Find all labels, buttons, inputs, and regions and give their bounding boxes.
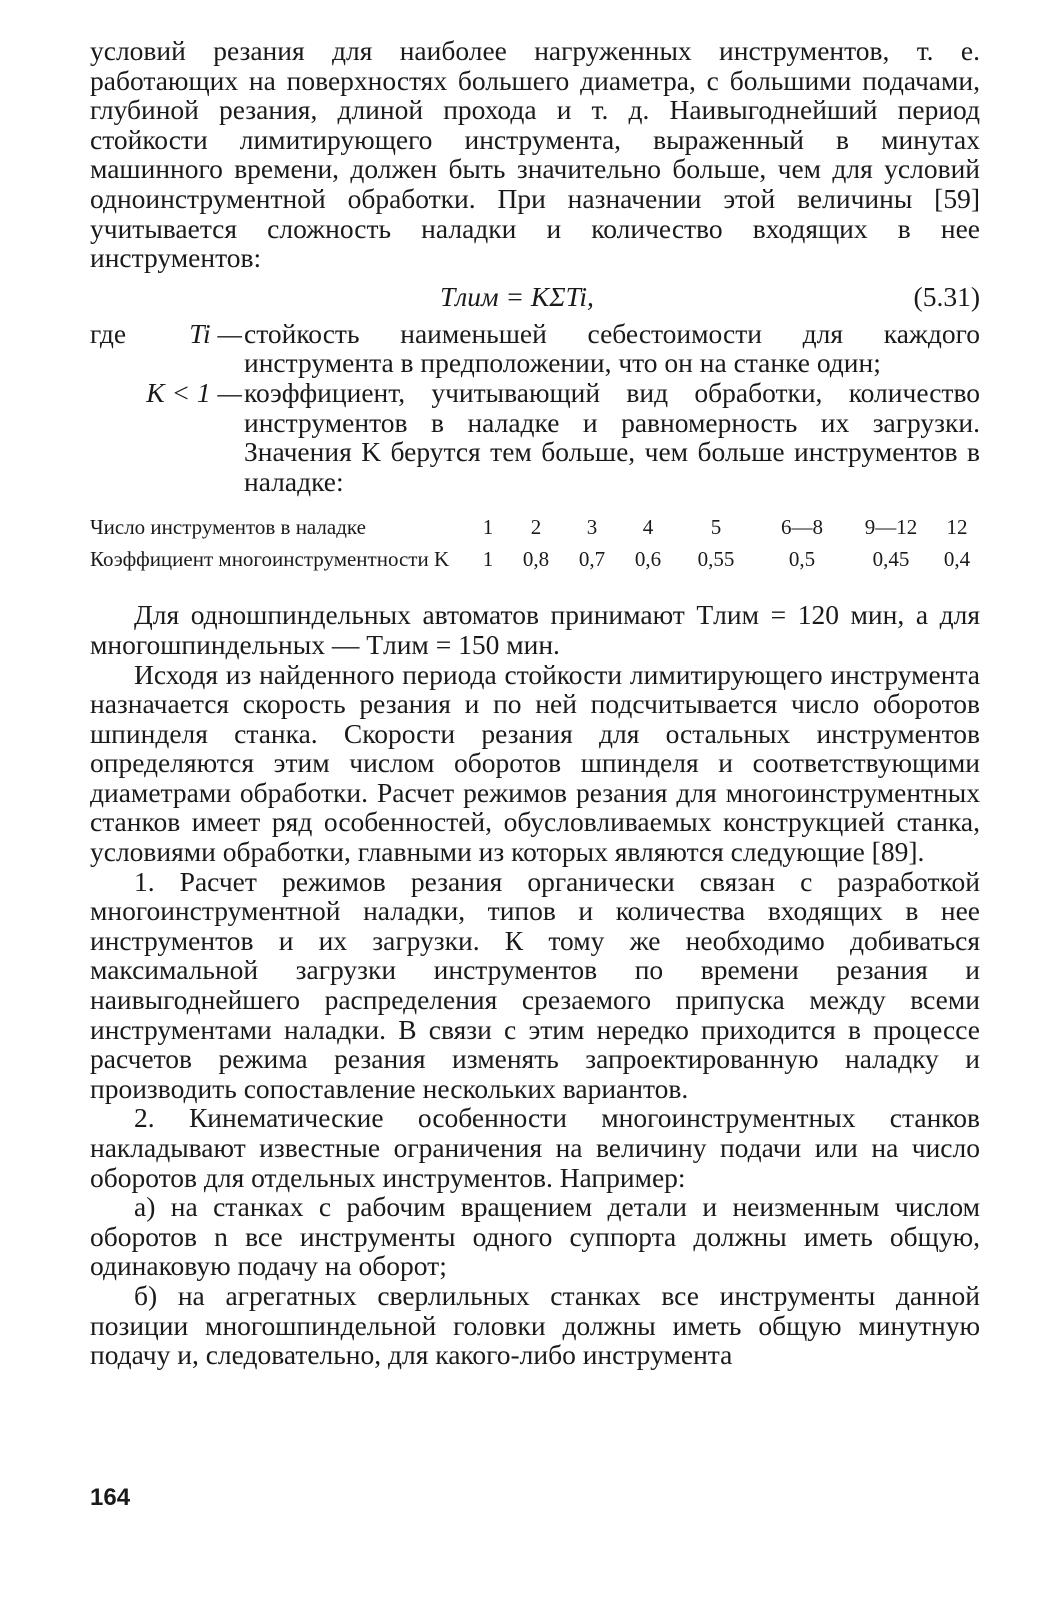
table-row	[90, 514, 980, 540]
definition-symbol: K < 1 —	[146, 376, 242, 408]
definition-item	[90, 319, 980, 378]
table-cell: 0,55	[697, 547, 735, 572]
table-cell: 6—8	[781, 515, 823, 540]
coefficient-table	[90, 514, 980, 572]
table-cell: 1	[482, 547, 494, 572]
table-cell: 0,4	[943, 547, 971, 572]
intro-paragraph: условий резания для наиболее нагруженных инструментов, т. е. работающих на поверхностях большего диаметра, с большими подачами, глубиной резания, длиной прохода и т. д. Наивыгоднейший период стойкости лимитирующего инструмента, выраженный в минутах машинного времени, должен быть значительно больше, чем для условий одноинструментной обработки. При назначении этой величины [59] учитывается сложность наладки и количество входящих в нее инструментов:	[90, 35, 980, 274]
body-paragraph: а) на станках с рабочим вращением детали и неизменным числом оборотов n все инструменты одного суппорта должны иметь общую, одинаковую подачу на оборот;	[90, 1191, 980, 1282]
table-cell: 0,8	[522, 547, 550, 572]
table-cell: 0,45	[872, 547, 910, 572]
equation-formula: Tлим = KΣTi,	[440, 280, 594, 312]
definition-lead	[90, 378, 142, 496]
table-cell: 5	[710, 515, 722, 540]
document-page	[90, 36, 980, 1370]
definition-lead: где	[90, 317, 127, 349]
equation-number: (5.31)	[913, 280, 980, 312]
page-number: 164	[90, 1484, 131, 1511]
table-cell: 9—12	[864, 515, 918, 540]
body-paragraph: Для одношпиндельных автоматов принимают Tлим = 120 мин, а для многошпиндельных — Tлим = 150 мин.	[90, 599, 980, 660]
equation-row	[90, 273, 980, 319]
table-cell: 0,5	[788, 547, 816, 572]
definition-symbol: Ti —	[189, 317, 242, 349]
body-paragraph: 2. Кинематические особенности многоинструментных станков накладывают известные ограничения на величину подачи или на число оборотов для отдельных инструментов. Например:	[90, 1102, 980, 1193]
body-paragraph: 1. Расчет режимов резания органически связан с разработкой многоинструментной наладки, типов и количества входящих в нее инструментов и их загрузки. К тому же необходимо добиваться максимальной загрузки инструментов по времени резания и наивыгоднейшего распределения срезаемого припуска между всеми инструментами наладки. В связи с этим нередко приходится в процессе расчетов режима резания изменять запроектированную наладку и производить сопоставление нескольких вариантов.	[90, 865, 980, 1104]
table-row-label: Коэффициент многоинструментности K	[90, 547, 450, 572]
table-cell: 0,7	[578, 547, 606, 572]
table-row	[90, 546, 980, 572]
table-cell: 1	[482, 515, 494, 540]
table-row-label: Число инструментов в наладке	[90, 515, 366, 540]
body-paragraph: б) на агрегатных сверлильных станках все инструменты данной позиции многошпиндельной головки должны иметь общую минутную подачу и, следовательно, для какого-либо инструмента	[90, 1279, 980, 1371]
definitions-list	[90, 319, 980, 497]
body-paragraph: Исходя из найденного периода стойкости лимитирующего инструмента назначается скорость резания и по ней подсчитывается число оборотов шпинделя станка. Скорости резания для остальных инструментов определяются этим числом оборотов шпинделя и соответствующими диаметрами обработки. Расчет режимов резания для многоинструментных станков имеет ряд особенностей, обусловливаемых конструкцией станка, условиями обработки, главными из которых являются следующие [89].	[90, 658, 980, 868]
table-cell: 12	[946, 515, 968, 540]
table-cell: 4	[642, 515, 654, 540]
definition-item	[90, 378, 980, 496]
definition-text: стойкость наименьшей себестоимости для каждого инструмента в предположении, что он на станке один;	[244, 317, 980, 379]
definition-text: коэффициент, учитывающий вид обработки, количество инструментов в наладке и равномерность их загрузки. Значения K берутся тем больше, чем больше инструментов в наладке:	[244, 376, 980, 497]
table-cell: 3	[586, 515, 598, 540]
table-cell: 0,6	[634, 547, 662, 572]
table-cell: 2	[530, 515, 542, 540]
